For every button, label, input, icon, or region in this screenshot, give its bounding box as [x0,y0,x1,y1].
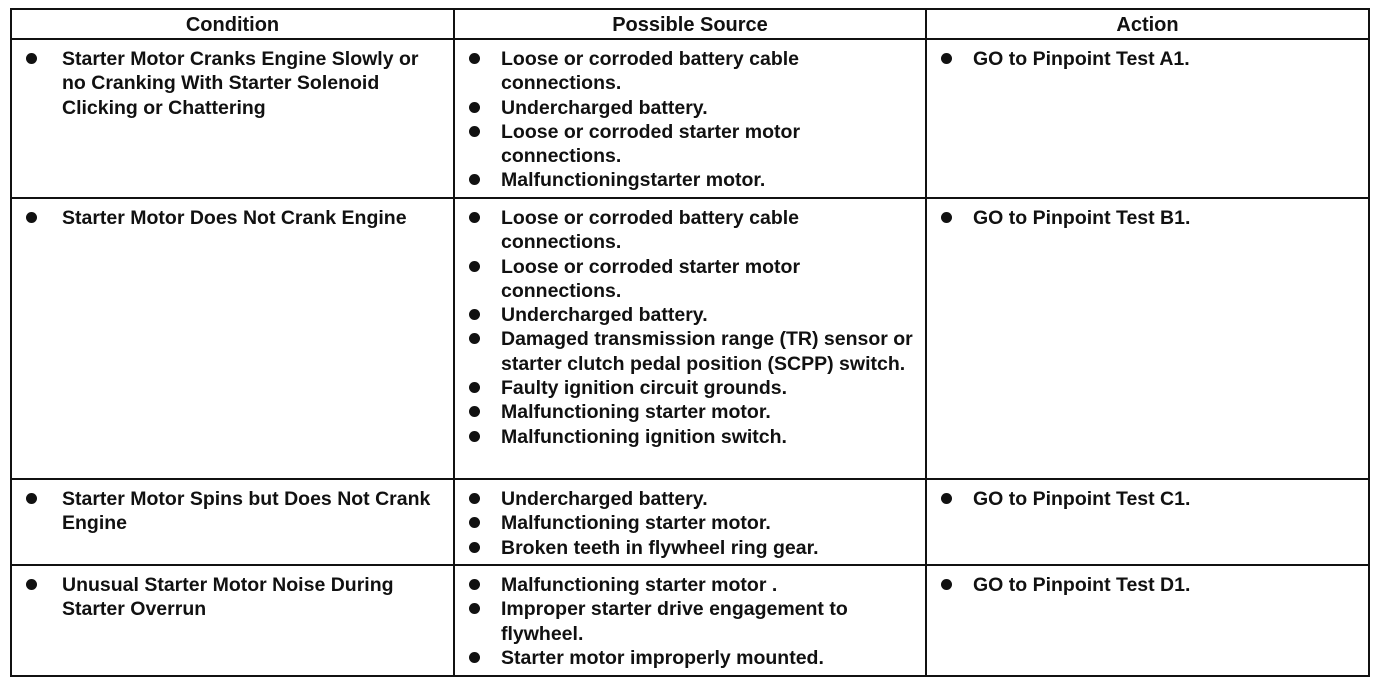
source-item: Loose or corroded battery cable connections. [461,206,919,255]
table-row [11,198,1369,479]
action-cell [926,479,1369,565]
source-item: Loose or corroded starter motor connections. [461,120,919,169]
condition-text: Starter Motor Cranks Engine Slowly or no Cranking With Starter Solenoid Clicking or Chattering [18,47,447,120]
source-cell [454,39,926,198]
condition-cell [11,565,454,676]
source-item: Broken teeth in flywheel ring gear. [461,536,919,560]
source-cell [454,565,926,676]
source-item: Improper starter drive engagement to flywheel. [461,597,919,646]
table-row [11,565,1369,676]
source-item: Undercharged battery. [461,303,919,327]
source-cell [454,198,926,479]
source-item: Undercharged battery. [461,96,919,120]
source-item: Malfunctioning starter motor. [461,511,919,535]
source-item: Damaged transmission range (TR) sensor or starter clutch pedal position (SCPP) switch. [461,327,919,376]
condition-text: Starter Motor Spins but Does Not Crank Engine [18,487,447,536]
table-row [11,39,1369,198]
header-possible-source: Possible Source [454,9,926,39]
source-item: Undercharged battery. [461,487,919,511]
condition-cell [11,479,454,565]
header-row [11,9,1369,39]
source-cell [454,479,926,565]
condition-text: Unusual Starter Motor Noise During Starter Overrun [18,573,447,622]
condition-text: Starter Motor Does Not Crank Engine [18,206,447,230]
action-text: GO to Pinpoint Test A1. [933,47,1362,71]
action-cell [926,565,1369,676]
source-item: Malfunctioning starter motor. [461,400,919,424]
header-action: Action [926,9,1369,39]
condition-cell [11,39,454,198]
source-item: Malfunctioning starter motor . [461,573,919,597]
source-item: Loose or corroded starter motor connections. [461,255,919,304]
source-item: Malfunctioningstarter motor. [461,168,919,192]
header-condition: Condition [11,9,454,39]
action-cell [926,39,1369,198]
source-item: Loose or corroded battery cable connections. [461,47,919,96]
condition-cell [11,198,454,479]
action-text: GO to Pinpoint Test C1. [933,487,1362,511]
action-cell [926,198,1369,479]
diagnosis-table [10,8,1370,677]
action-text: GO to Pinpoint Test B1. [933,206,1362,230]
source-item: Starter motor improperly mounted. [461,646,919,670]
source-item: Malfunctioning ignition switch. [461,425,919,449]
source-item: Faulty ignition circuit grounds. [461,376,919,400]
table-row [11,479,1369,565]
action-text: GO to Pinpoint Test D1. [933,573,1362,597]
